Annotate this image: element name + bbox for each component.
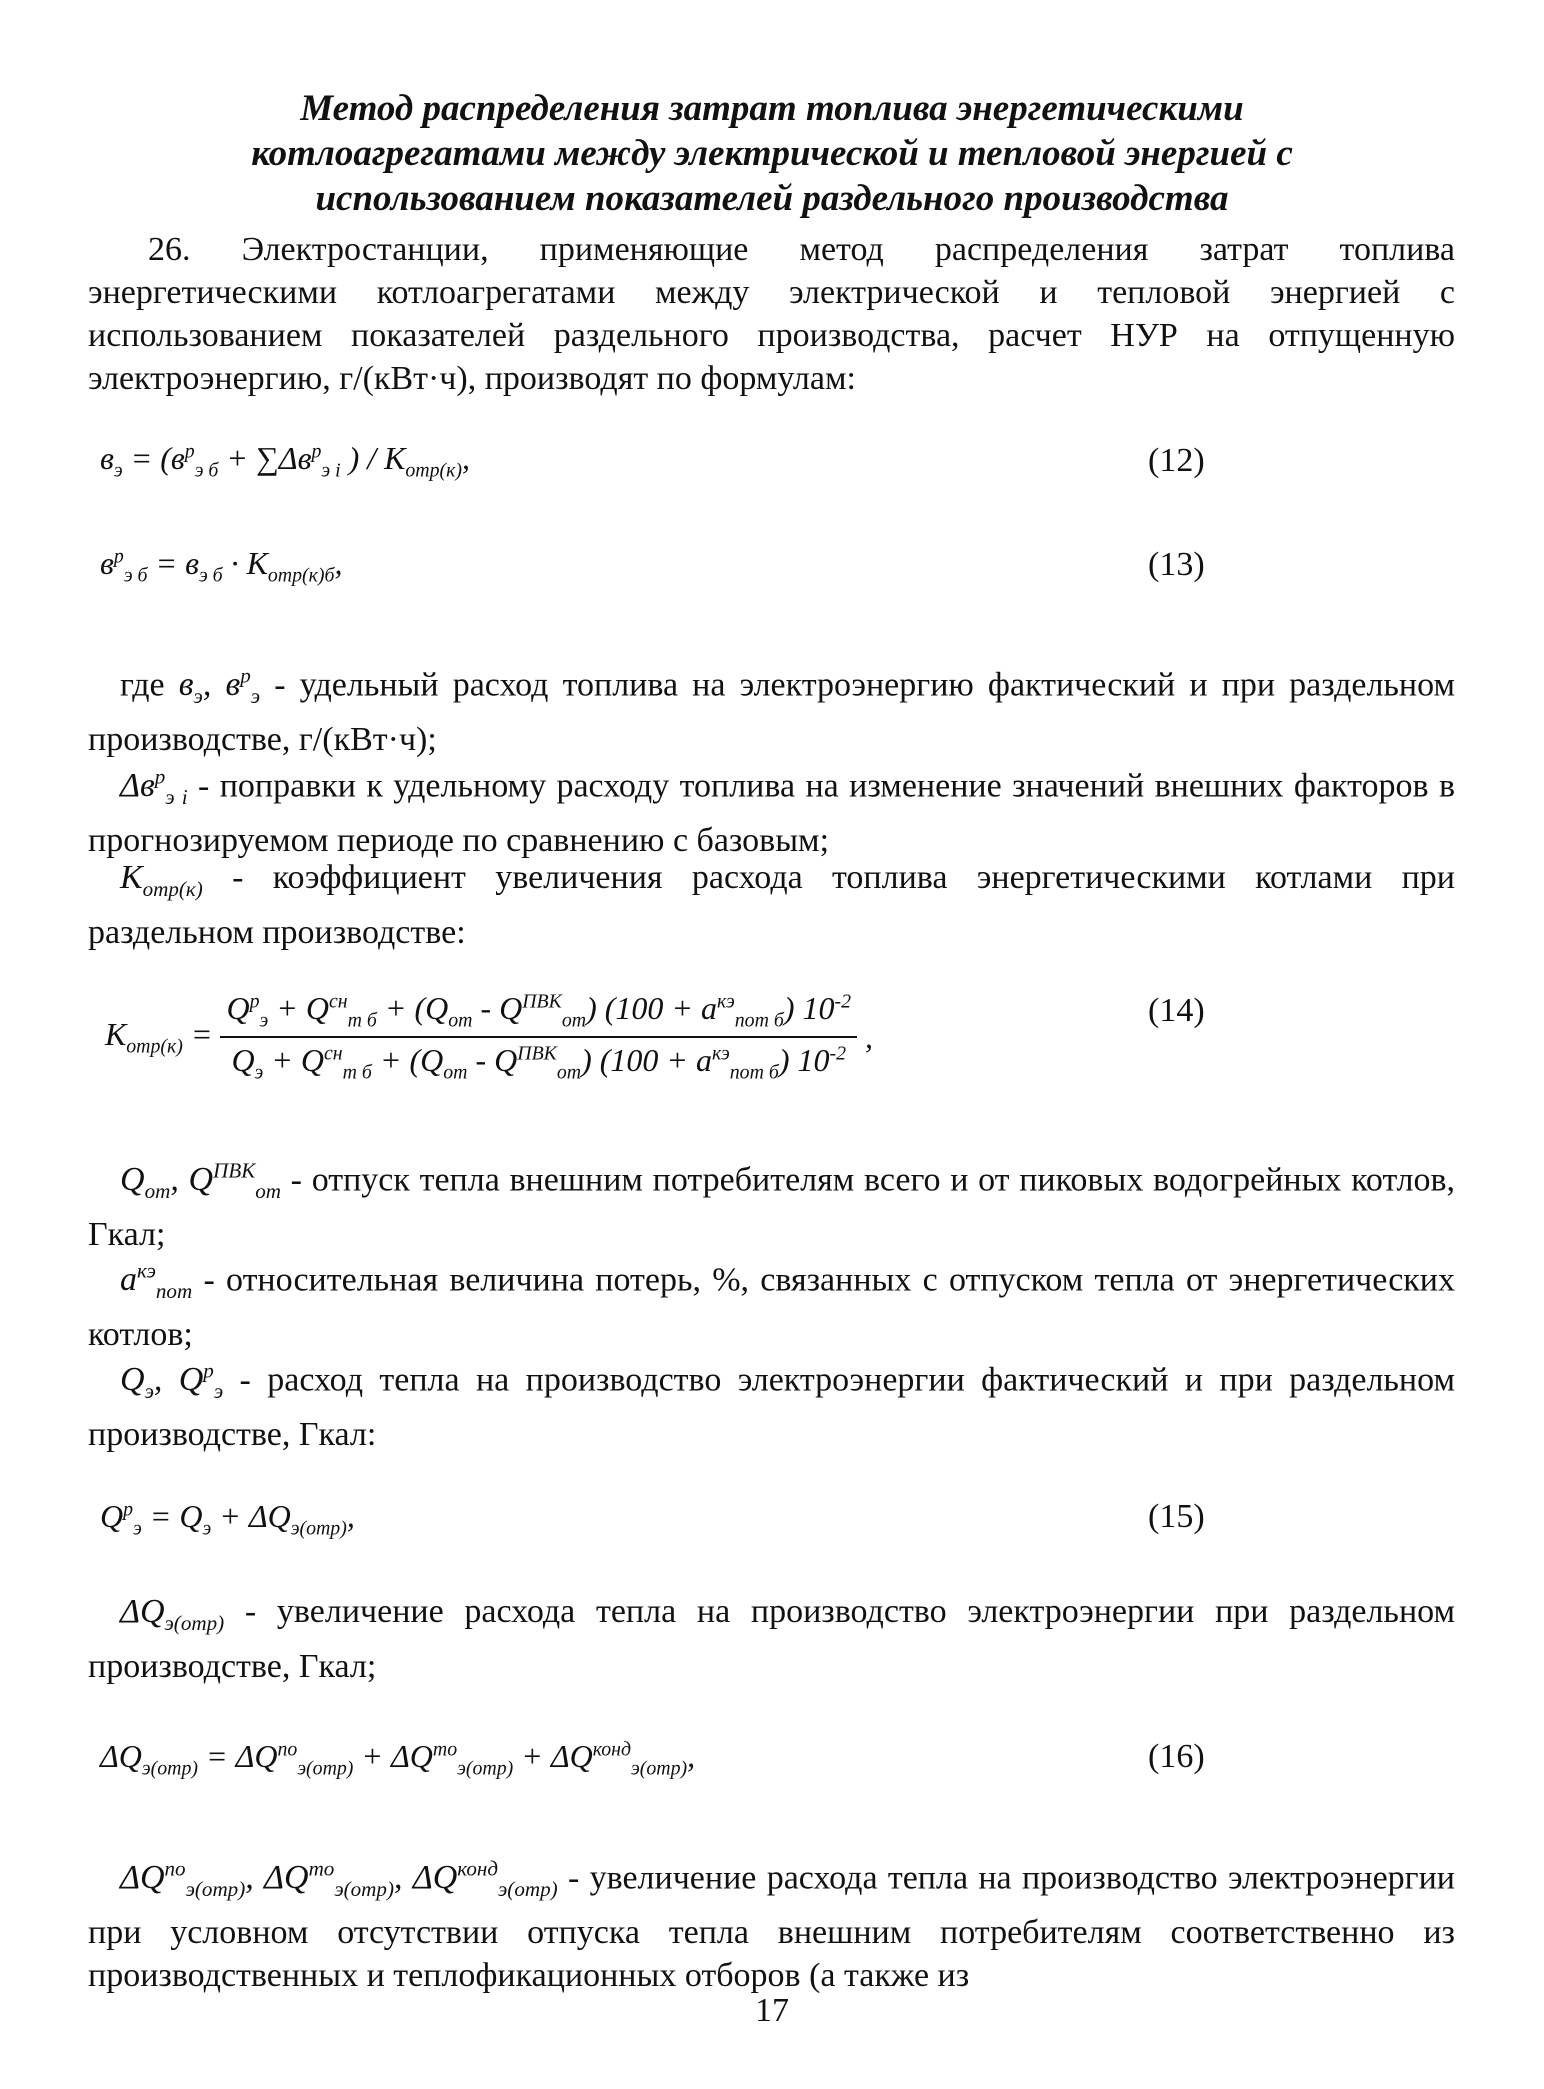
formula-16-number: (16) <box>1148 1738 1205 1775</box>
formula-14-number: (14) <box>1148 992 1205 1029</box>
section-title <box>90 86 1454 221</box>
page-number: 17 <box>755 1992 789 2029</box>
definition-q-e <box>88 1350 1455 1456</box>
formula-14-fraction: $\frac{Q^р_э + Q^{сн}_{т б} + (Q_{от} - Q^{ПВК}_{от}) (100 + a^{кэ}_{пот б}) 10^{-2}}{Q_э + Q^{сн}_{т б} + (Q_{от} - Q^{ПВК}_{от}) (100 + a^{кэ}_{пот б}) 10^{-2}}$ <box>220 990 857 1085</box>
definition-q-ot-text: - отпуск тепла внешним потребителям всего и от пиковых водогрейных котлов, Гкал; <box>88 1161 1456 1254</box>
formula-13-number: (13) <box>1148 546 1205 583</box>
symbol-components: $\Delta Q^{по}_{э(отр)}$, $\Delta Q^{то}_{э(отр)}$, $\Delta Q^{конд}_{э(отр)}$ <box>120 1857 558 1902</box>
formula-12-number: (12) <box>1148 442 1205 479</box>
formula-16: $\Delta Q_{э(отр)} = \Delta Q^{по}_{э(отр)} + \Delta Q^{то}_{э(отр)} + \Delta Q^{конд}_{э(отр)}$, <box>100 1738 696 1780</box>
symbol-a-pot: $a^{кэ}_{пот}$ <box>120 1259 193 1304</box>
symbol-delta-q: $\Delta Q_{э(отр)}$ <box>120 1593 225 1635</box>
definition-a-pot <box>88 1250 1455 1356</box>
symbol-q-ot: $Q_{от}$, $Q^{ПВК}_{от}$ <box>120 1159 281 1204</box>
title-line-3: использованием показателей раздельного производства <box>315 178 1229 219</box>
definition-k-text: - коэффициент увеличения расхода топлива энергетическими котлами при раздельном производстве: <box>88 859 1455 951</box>
title-line-1: Метод распределения затрат топлива энергетическими <box>300 88 1244 129</box>
definition-a-pot-text: - относительная величина потерь, %, связанных с отпуском тепла от энергетических котлов; <box>88 1261 1456 1354</box>
definition-delta-b-text: - поправки к удельному расходу топлива на изменение значений внешних факторов в прогнозируемом периоде по сравнению с базовым; <box>88 767 1456 860</box>
definition-q-ot <box>88 1150 1455 1256</box>
title-line-2: котлоагрегатами между электрической и тепловой энергией с <box>251 133 1293 174</box>
definition-b-text: - удельный расход топлива на электроэнергию фактический и при раздельном производстве, г/(кВт·ч); <box>88 666 1455 759</box>
symbol-q-e: $Q_э$, $Q^р_э$ <box>120 1359 224 1404</box>
formula-14: $К_{отр(к)}$ = $\frac{Q^р_э + Q^{сн}_{т б} + (Q_{от} - Q^{ПВК}_{от}) (100 + a^{кэ}_{пот б}) 10^{-2}}{Q_э + Q^{сн}_{т б} + (Q_{от} - Q^{ПВК}_{от}) (100 + a^{кэ}_{пот б}) 10^{-2}}$ , <box>105 990 873 1084</box>
definition-delta-q <box>88 1590 1455 1688</box>
symbol-delta-b: $\Delta в^р_{э i}$ <box>120 765 188 810</box>
paragraph-26: 26. Электростанции, применяющие метод распределения затрат топлива энергетическими котлоагрегатами между электрической и тепловой энергией с использованием показателей раздельного производства, расчет НУР на отпущенную электроэнергию, г/(кВт·ч), производят по формулам: <box>88 231 1455 397</box>
definition-b: где $в_э$, $в^р_э$ - удельный расход топлива на электроэнергию фактический и при раздельном производстве, г/(кВт·ч); <box>88 664 1455 759</box>
definition-k <box>88 856 1455 954</box>
definition-delta-q-text: - увеличение расхода тепла на производство электроэнергии при раздельном производстве, Гкал; <box>88 1593 1456 1685</box>
formula-15: $Q^р_э = Q_э + \Delta Q_{э(отр)}$, <box>100 1498 355 1540</box>
definition-delta-b <box>88 756 1455 862</box>
formula-13: $в^р_{э б} = в_{э б} \cdot К_{отр(к)б}$, <box>100 545 343 587</box>
formula-12: $в_э = (в^р_{э б} + \sum\Delta в^р_{э i}$ ) / $К_{отр(к)}$, <box>100 440 471 482</box>
definition-components-text: - увеличение расхода тепла на производство электроэнергии при условном отсутствии отпуска тепла внешним потребителям соответственно из производственных и теплофикационных отборов (а также из <box>88 1859 1456 1995</box>
symbol-b: $в_э$, $в^р_э$ <box>178 664 261 709</box>
definition-components <box>88 1848 1455 1997</box>
symbol-k: $К_{отр(к)}$ <box>120 859 203 901</box>
definition-q-e-text: - расход тепла на производство электроэнергии фактический и при раздельном производстве, Гкал: <box>88 1361 1455 1454</box>
formula-15-number: (15) <box>1148 1498 1205 1535</box>
